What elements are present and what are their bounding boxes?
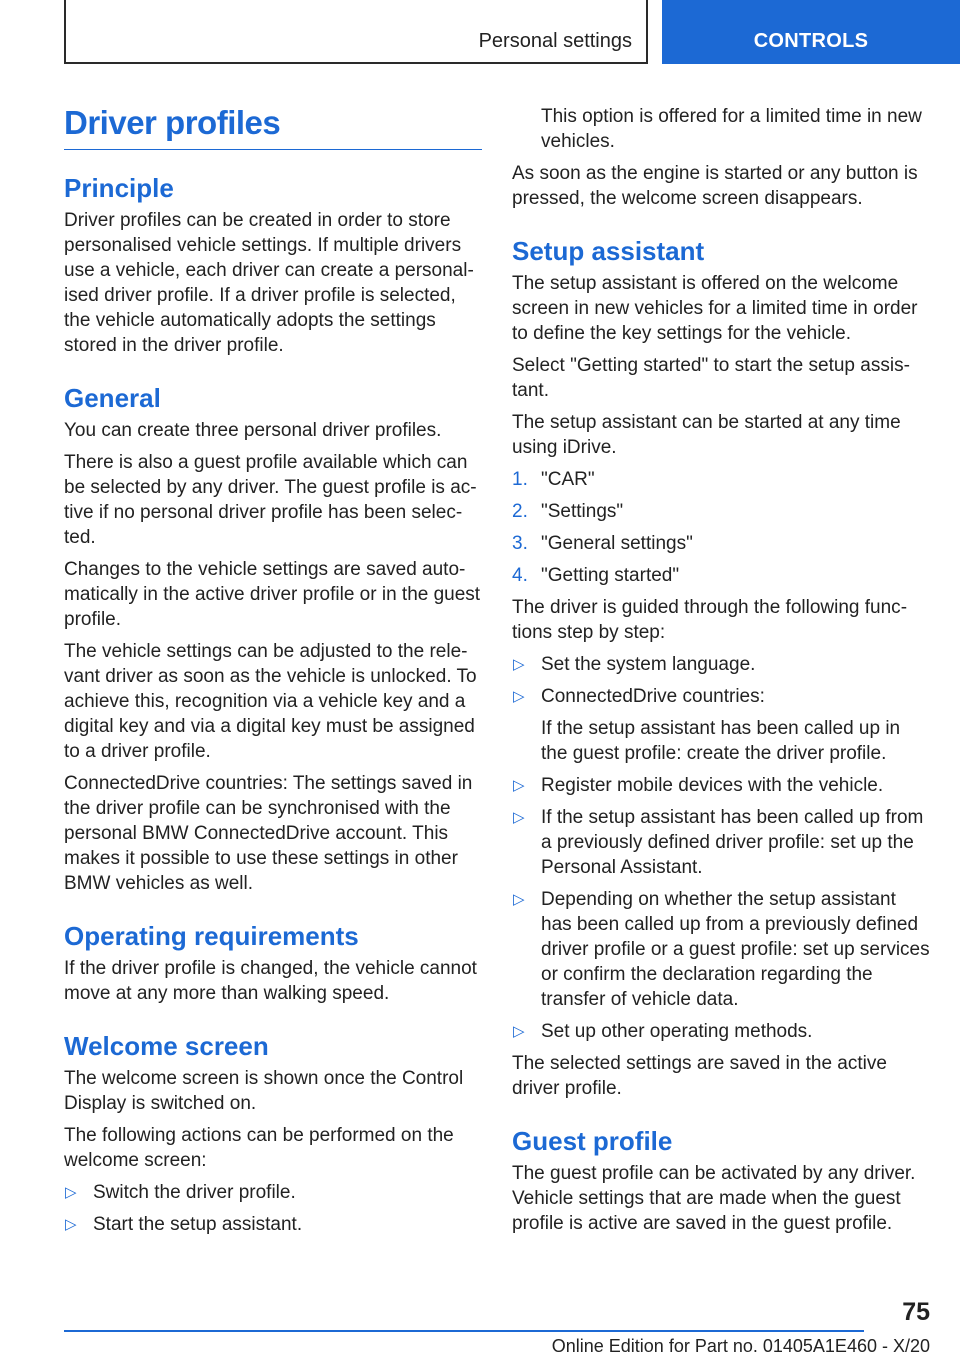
heading-setup-assistant: Setup assistant xyxy=(512,236,705,266)
header-chapter-title: CONTROLS xyxy=(753,30,869,52)
principle-text: Driver profiles can be created in order to store personalised vehicle settings. If multiple drivers use a vehicle, each driver can create a personalised driver profile. If a driver profile is selected, the vehicle automatically adopts the settings stored in the driver profile. xyxy=(64,210,474,356)
list-item-text: Depending on whether the setup assistant has been called up from a previously defined driver profile or a guest profile: set up services or confirm the declaration regarding the transfer of vehicle data. xyxy=(541,889,930,1010)
page-number: 75 xyxy=(902,1298,930,1326)
footer-divider xyxy=(64,1330,864,1332)
triangle-bullet-icon: ▷ xyxy=(513,1023,525,1040)
general-p3: Changes to the vehicle settings are saved automatically in the active driver profile or in the guest profile. xyxy=(64,559,481,630)
setup-p3: The setup assistant can be started at any time using iDrive. xyxy=(512,412,901,458)
heading-operating-requirements: Operating requirements xyxy=(64,921,359,951)
list-item xyxy=(512,652,930,677)
header-chapter-tab xyxy=(662,0,960,64)
list-item-text: ConnectedDrive countries: xyxy=(541,686,765,707)
page-title: Driver profiles xyxy=(64,103,482,150)
right-column xyxy=(512,104,930,1243)
operating-text: If the driver profile is changed, the vehicle cannot move at any more than walking speed. xyxy=(64,958,477,1004)
general-p1: You can create three personal driver profiles. xyxy=(64,420,442,441)
triangle-bullet-icon: ▷ xyxy=(513,809,525,826)
list-item xyxy=(512,805,930,880)
welcome-continued-text: This option is offered for a limited time in new vehicles. xyxy=(541,106,922,152)
triangle-bullet-icon: ▷ xyxy=(513,656,525,673)
welcome-bullet-list xyxy=(64,1180,482,1237)
triangle-bullet-icon: ▷ xyxy=(65,1216,77,1233)
general-p2: There is also a guest profile available which can be selected by any driver. The guest profile is active if no personal driver profile has been selected. xyxy=(64,452,477,548)
setup-p1: The setup assistant is offered on the welcome screen in new vehicles for a limited time in order to define the key settings for the vehicle. xyxy=(512,273,918,344)
step-item xyxy=(512,499,930,524)
heading-welcome-screen: Welcome screen xyxy=(64,1031,269,1061)
heading-principle: Principle xyxy=(64,173,174,203)
header-section-box xyxy=(64,0,648,64)
setup-bullet-list xyxy=(512,652,930,1044)
triangle-bullet-icon: ▷ xyxy=(513,777,525,794)
step-item xyxy=(512,563,930,588)
heading-general: General xyxy=(64,383,161,413)
list-item-text: If the setup assistant has been called up from a previously defined driver profile: set up the Personal Assistant. xyxy=(541,807,924,878)
list-item-text: Switch the driver profile. xyxy=(93,1182,296,1203)
general-p5: ConnectedDrive countries: The settings saved in the driver profile can be synchronised with the personal BMW ConnectedDrive account. This makes it possible to use these settings in other BMW vehicles as well. xyxy=(64,773,473,894)
setup-p5: The selected settings are saved in the active driver profile. xyxy=(512,1053,887,1099)
triangle-bullet-icon: ▷ xyxy=(513,891,525,908)
list-item xyxy=(64,1180,482,1205)
list-item-text: Set the system language. xyxy=(541,654,756,675)
step-number: 2. xyxy=(512,501,528,522)
list-item xyxy=(512,1019,930,1044)
footer-edition: Online Edition for Part no. 01405A1E460 - X/20 xyxy=(551,1336,930,1356)
welcome-p2: The following actions can be performed on the welcome screen: xyxy=(64,1125,454,1171)
heading-guest-profile: Guest profile xyxy=(512,1126,673,1156)
guest-profile-text: The guest profile can be activated by any driver. Vehicle settings that are made when the guest profile is active are saved in the guest profile. xyxy=(512,1163,916,1234)
list-item xyxy=(512,684,930,766)
list-item-text: Start the setup assistant. xyxy=(93,1214,303,1235)
list-item xyxy=(512,887,930,1012)
step-text: "CAR" xyxy=(541,469,595,490)
list-item xyxy=(64,1212,482,1237)
triangle-bullet-icon: ▷ xyxy=(513,688,525,705)
list-item xyxy=(512,773,930,798)
left-column xyxy=(64,100,482,1244)
step-text: "Settings" xyxy=(541,501,624,522)
setup-p2: Select "Getting started" to start the setup assistant. xyxy=(512,355,910,401)
list-item-text: Set up other operating methods. xyxy=(541,1021,813,1042)
step-number: 3. xyxy=(512,533,528,554)
general-p4: The vehicle settings can be adjusted to the relevant driver as soon as the vehicle is unlocked. To achieve this, recognition via a vehicle key and a digital key and via a digital key must be assigned to a driver profile. xyxy=(64,641,477,762)
setup-steps-list xyxy=(512,467,930,588)
welcome-p1: The welcome screen is shown once the Control Display is switched on. xyxy=(64,1068,464,1114)
step-item xyxy=(512,467,930,492)
engine-start-text: As soon as the engine is started or any button is pressed, the welcome screen disappears. xyxy=(512,163,918,209)
step-text: "General settings" xyxy=(541,533,693,554)
setup-p4: The driver is guided through the following functions step by step: xyxy=(512,597,908,643)
list-item-subtext: If the setup assistant has been called up in the guest profile: create the driver profile. xyxy=(541,718,901,764)
triangle-bullet-icon: ▷ xyxy=(65,1184,77,1201)
step-number: 4. xyxy=(512,565,528,586)
step-item xyxy=(512,531,930,556)
step-text: "Getting started" xyxy=(541,565,680,586)
list-item-text: Register mobile devices with the vehicle. xyxy=(541,775,884,796)
step-number: 1. xyxy=(512,469,528,490)
header-section-title: Personal settings xyxy=(478,30,632,52)
